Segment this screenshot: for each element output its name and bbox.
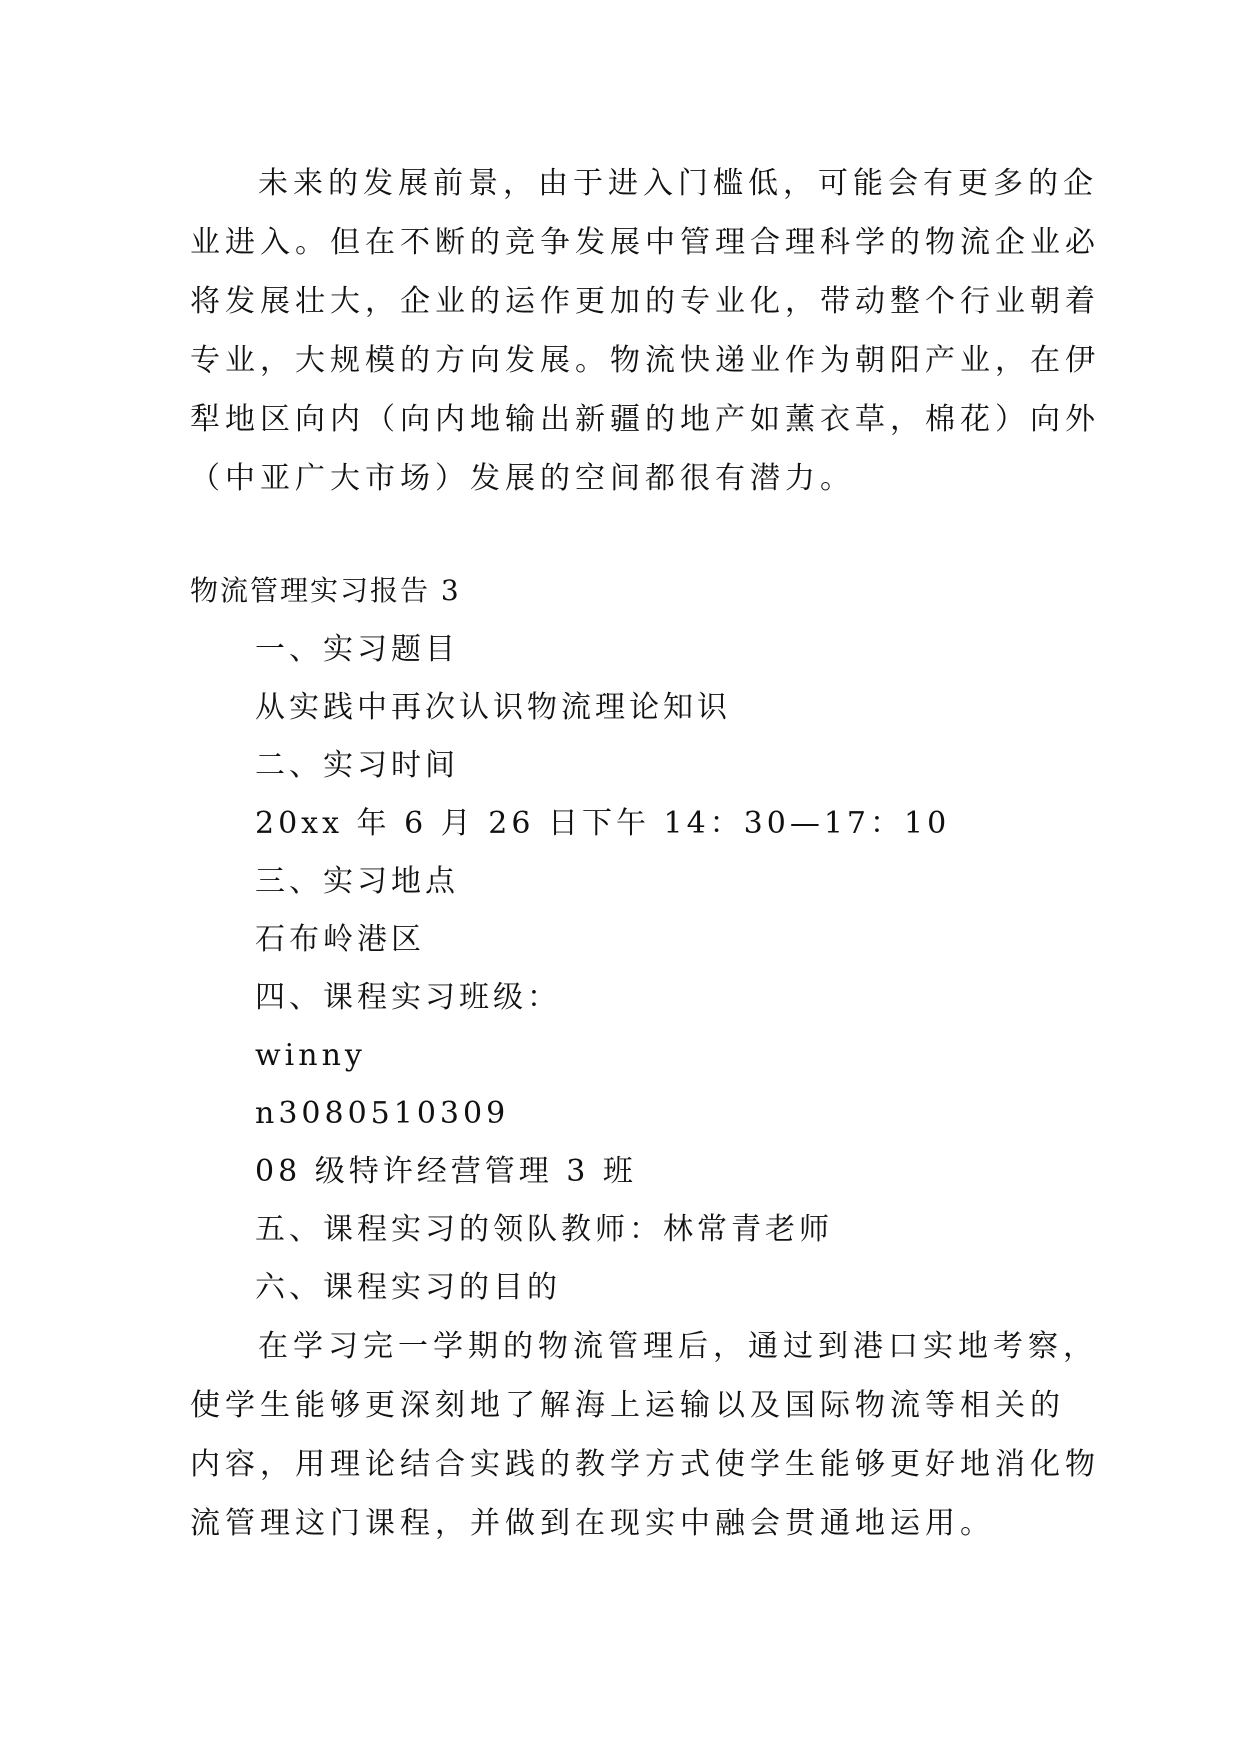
section-heading-teacher: 五、课程实习的领队教师：林常青老师 [255,1212,833,1247]
paragraph-line: 专业，大规模的方向发展。物流快递业作为朝阳产业，在伊 [190,343,1100,378]
section-heading-class: 四、课程实习班级： [255,980,561,1015]
paragraph-line: 将发展壮大，企业的运作更加的专业化，带动整个行业朝着 [190,284,1100,319]
topic-value: 从实践中再次认识物流理论知识 [255,690,731,725]
paragraph-line: 未来的发展前景，由于进入门槛低，可能会有更多的企 [258,166,1098,201]
paragraph-line: 在学习完一学期的物流管理后，通过到港口实地考察， [258,1329,1098,1364]
section-heading-location: 三、实习地点 [255,864,459,899]
paragraph-line: 流管理这门课程，并做到在现实中融会贯通地运用。 [190,1506,995,1541]
time-value: 20xx 年 6 月 26 日下午 14：30—17：10 [255,806,951,841]
paragraph-line: （中亚广大市场）发展的空间都很有潜力。 [190,461,855,496]
student-id: n3080510309 [255,1096,510,1131]
paragraph-line: 业进入。但在不断的竞争发展中管理合理科学的物流企业必 [190,225,1100,260]
location-value: 石布岭港区 [255,922,425,957]
paragraph-line: 使学生能够更深刻地了解海上运输以及国际物流等相关的 [190,1388,1065,1423]
paragraph-line: 内容，用理论结合实践的教学方式使学生能够更好地消化物 [190,1447,1100,1482]
paragraph-line: 犁地区向内（向内地输出新疆的地产如薰衣草，棉花）向外 [190,402,1100,437]
section-heading-purpose: 六、课程实习的目的 [255,1270,561,1305]
section-heading-time: 二、实习时间 [255,748,459,783]
class-value: 08 级特许经营管理 3 班 [255,1154,637,1189]
report-title: 物流管理实习报告 3 [190,574,461,607]
student-name: winny [255,1038,366,1073]
section-heading-topic: 一、实习题目 [255,632,459,667]
